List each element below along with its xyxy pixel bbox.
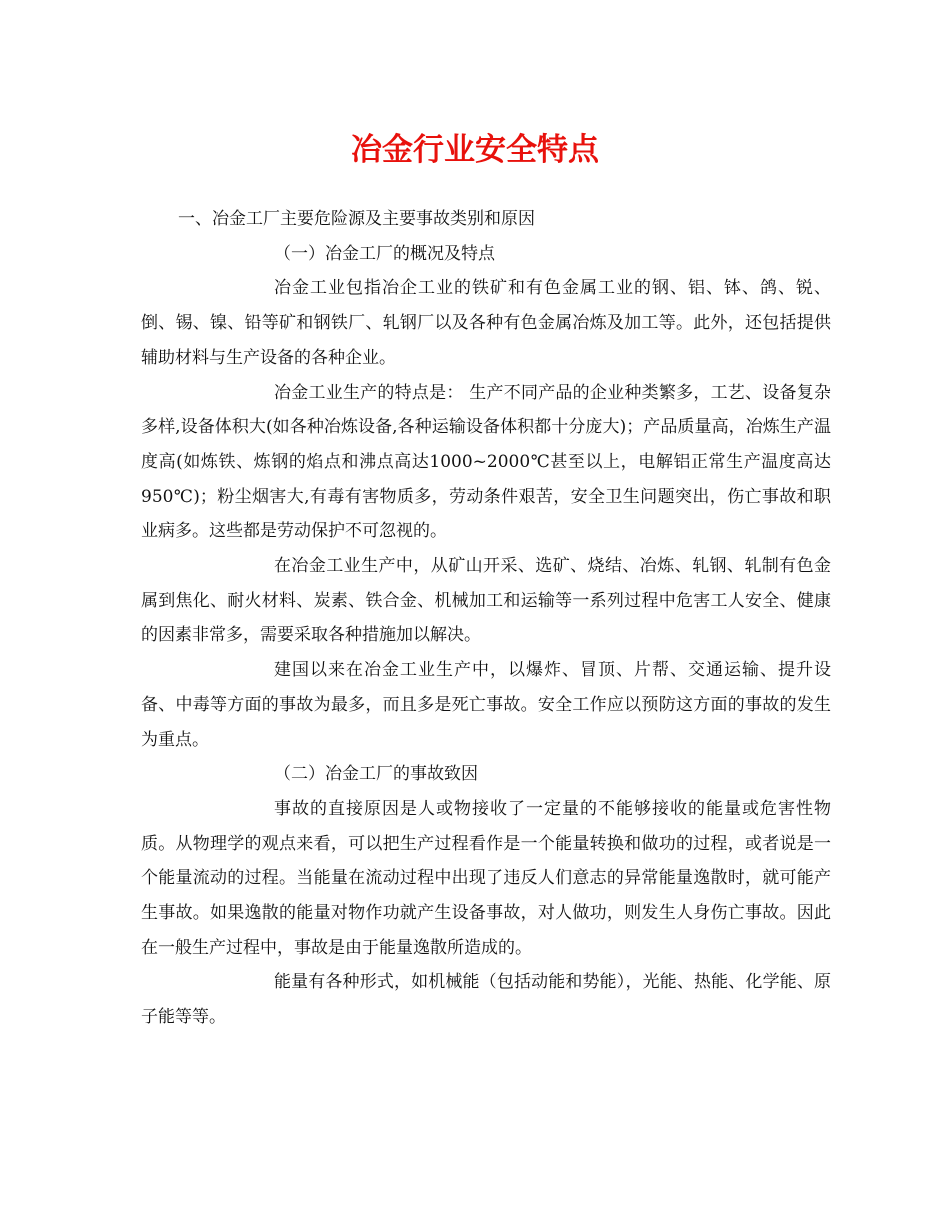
subsection-heading-2: （二）冶金工厂的事故致因 [274,764,478,785]
paragraph: 冶金工业生产的特点是： 生产不同产品的企业种类繁多，工艺、设备复杂多样,设备体积大(如各种冶炼设备,各种运输设备体积都十分庞大)；产品质量高，冶炼生产温度高(如炼铁、炼钢的焰点和沸点高达1000~2000℃甚至以上，电解铝正常生产温度高达950℃)；粉尘烟害大,有毒有害物质多，劳动条件艰苦，安全卫生问题突出，伤亡事故和职业病多。这些都是劳动保护不可忽视的。 [141,382,831,542]
paragraph: 在冶金工业生产中，从矿山开采、选矿、烧结、冶炼、轧钢、轧制有色金属到焦化、耐火材料、炭素、铁合金、机械加工和运输等一系列过程中危害工人安全、健康的因素非常多，需要采取各种措施加以解决。 [141,556,831,646]
page-title: 冶金行业安全特点 [351,132,599,168]
subsection-heading-1: （一）冶金工厂的概况及特点 [274,243,495,264]
document-body [141,202,831,1035]
paragraph: 冶金工业包指冶企工业的铁矿和有色金属工业的钢、铝、钵、鸽、锐、倒、锡、镍、铅等矿和钢铁厂、轧钢厂以及各种有色金属冶炼及加工等。此外，还包括提供辅助材料与生产设备的各种企业。 [141,278,831,368]
paragraph: 能量有各种形式，如机械能（包括动能和势能），光能、热能、化学能、原子能等等。 [141,972,831,1028]
paragraph: 建国以来在冶金工业生产中，以爆炸、冒顶、片帮、交通运输、提升设备、中毒等方面的事故为最多，而且多是死亡事故。安全工作应以预防这方面的事故的发生为重点。 [141,660,831,750]
section-heading-1: 一、冶金工厂主要危险源及主要事故类别和原因 [178,209,535,229]
paragraph: 事故的直接原因是人或物接收了一定量的不能够接收的能量或危害性物质。从物理学的观点来看，可以把生产过程看作是一个能量转换和做功的过程，或者说是一个能量流动的过程。当能量在流动过程中出现了违反人们意志的异常能量逸散时，就可能产生事故。如果逸散的能量对物作功就产生设备事故，对人做功，则发生人身伤亡事故。因此在一般生产过程中，事故是由于能量逸散所造成的。 [141,798,831,958]
